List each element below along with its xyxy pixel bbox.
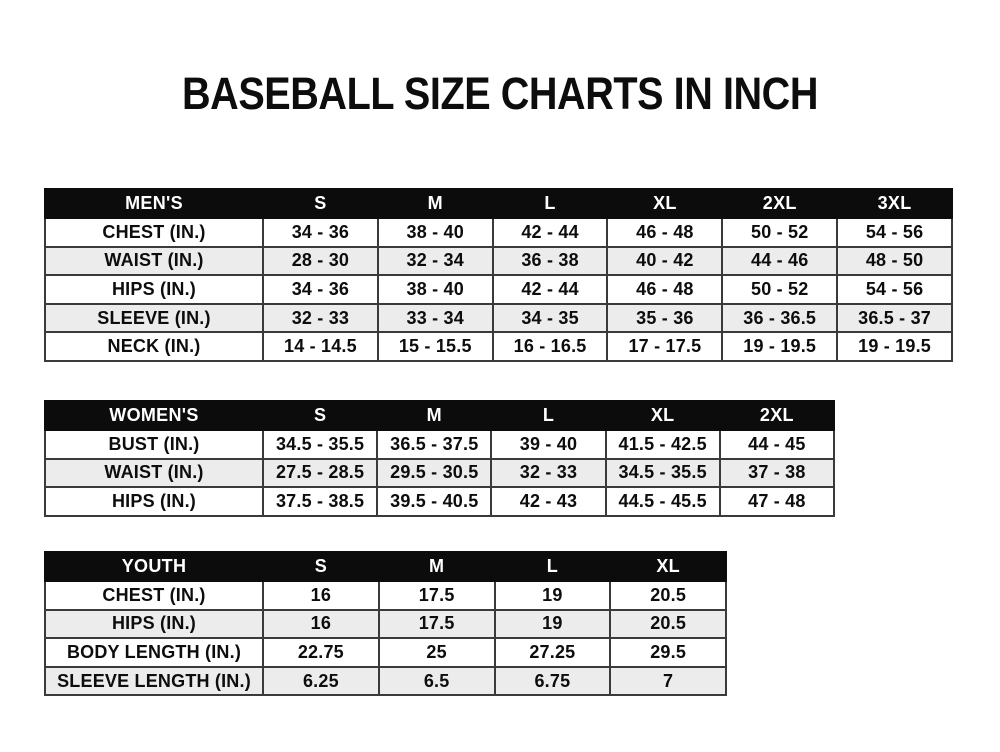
size-value-cell: 42 - 43 xyxy=(491,487,605,516)
measurement-row xyxy=(45,275,952,304)
size-value-cell: 28 - 30 xyxy=(263,247,378,276)
size-value-cell: 34.5 - 35.5 xyxy=(606,459,720,488)
measurement-row xyxy=(45,332,952,361)
size-header-cell: M xyxy=(379,552,495,581)
size-header-cell: L xyxy=(493,189,608,218)
measurement-label-cell: HIPS (IN.) xyxy=(45,275,263,304)
size-header-cell: S xyxy=(263,189,378,218)
group-header-cell: WOMEN'S xyxy=(45,401,263,430)
measurement-label-cell: CHEST (IN.) xyxy=(45,218,263,247)
size-value-cell: 44 - 45 xyxy=(720,430,834,459)
size-value-cell: 36.5 - 37.5 xyxy=(377,430,491,459)
page-title: BASEBALL SIZE CHARTS IN INCH xyxy=(182,68,818,119)
size-value-cell: 34 - 35 xyxy=(493,304,608,333)
size-value-cell: 27.25 xyxy=(495,638,611,667)
womens-size-table xyxy=(44,400,835,517)
size-value-cell: 41.5 - 42.5 xyxy=(606,430,720,459)
size-value-cell: 22.75 xyxy=(263,638,379,667)
size-header-cell: M xyxy=(378,189,493,218)
size-value-cell: 46 - 48 xyxy=(607,275,722,304)
size-value-cell: 32 - 33 xyxy=(491,459,605,488)
measurement-label-cell: SLEEVE LENGTH (IN.) xyxy=(45,667,263,696)
size-value-cell: 37.5 - 38.5 xyxy=(263,487,377,516)
size-value-cell: 36 - 36.5 xyxy=(722,304,837,333)
measurement-row xyxy=(45,247,952,276)
size-value-cell: 37 - 38 xyxy=(720,459,834,488)
size-header-cell: S xyxy=(263,401,377,430)
measurement-row xyxy=(45,304,952,333)
size-header-cell: 3XL xyxy=(837,189,952,218)
size-value-cell: 44.5 - 45.5 xyxy=(606,487,720,516)
header-row xyxy=(45,552,726,581)
measurement-label-cell: CHEST (IN.) xyxy=(45,581,263,610)
size-value-cell: 42 - 44 xyxy=(493,218,608,247)
size-value-cell: 39.5 - 40.5 xyxy=(377,487,491,516)
measurement-label-cell: HIPS (IN.) xyxy=(45,610,263,639)
size-value-cell: 33 - 34 xyxy=(378,304,493,333)
measurement-row xyxy=(45,487,834,516)
size-value-cell: 35 - 36 xyxy=(607,304,722,333)
size-value-cell: 38 - 40 xyxy=(378,218,493,247)
header-row xyxy=(45,189,952,218)
group-header-cell: YOUTH xyxy=(45,552,263,581)
size-value-cell: 25 xyxy=(379,638,495,667)
size-value-cell: 32 - 33 xyxy=(263,304,378,333)
size-header-cell: L xyxy=(491,401,605,430)
measurement-row xyxy=(45,430,834,459)
size-value-cell: 27.5 - 28.5 xyxy=(263,459,377,488)
size-header-cell: XL xyxy=(606,401,720,430)
size-header-cell: S xyxy=(263,552,379,581)
size-value-cell: 34 - 36 xyxy=(263,218,378,247)
size-value-cell: 38 - 40 xyxy=(378,275,493,304)
size-value-cell: 42 - 44 xyxy=(493,275,608,304)
size-header-cell: 2XL xyxy=(722,189,837,218)
measurement-label-cell: HIPS (IN.) xyxy=(45,487,263,516)
measurement-label-cell: SLEEVE (IN.) xyxy=(45,304,263,333)
size-value-cell: 17.5 xyxy=(379,610,495,639)
measurement-row xyxy=(45,218,952,247)
measurement-row xyxy=(45,459,834,488)
size-header-cell: 2XL xyxy=(720,401,834,430)
measurement-row xyxy=(45,638,726,667)
size-value-cell: 6.25 xyxy=(263,667,379,696)
size-value-cell: 20.5 xyxy=(610,610,726,639)
measurement-label-cell: BODY LENGTH (IN.) xyxy=(45,638,263,667)
size-value-cell: 19 xyxy=(495,610,611,639)
youth-size-table xyxy=(44,551,727,696)
measurement-row xyxy=(45,667,726,696)
size-value-cell: 34 - 36 xyxy=(263,275,378,304)
size-header-cell: M xyxy=(377,401,491,430)
size-value-cell: 32 - 34 xyxy=(378,247,493,276)
size-value-cell: 17.5 xyxy=(379,581,495,610)
size-value-cell: 50 - 52 xyxy=(722,218,837,247)
header-row xyxy=(45,401,834,430)
size-value-cell: 36.5 - 37 xyxy=(837,304,952,333)
size-value-cell: 19 xyxy=(495,581,611,610)
measurement-label-cell: WAIST (IN.) xyxy=(45,247,263,276)
size-value-cell: 29.5 - 30.5 xyxy=(377,459,491,488)
size-value-cell: 29.5 xyxy=(610,638,726,667)
size-value-cell: 19 - 19.5 xyxy=(722,332,837,361)
measurement-label-cell: BUST (IN.) xyxy=(45,430,263,459)
measurement-label-cell: NECK (IN.) xyxy=(45,332,263,361)
size-header-cell: XL xyxy=(607,189,722,218)
mens-size-table xyxy=(44,188,953,362)
size-value-cell: 50 - 52 xyxy=(722,275,837,304)
size-value-cell: 16 xyxy=(263,581,379,610)
size-value-cell: 48 - 50 xyxy=(837,247,952,276)
measurement-label-cell: WAIST (IN.) xyxy=(45,459,263,488)
size-value-cell: 47 - 48 xyxy=(720,487,834,516)
size-value-cell: 54 - 56 xyxy=(837,218,952,247)
size-value-cell: 6.75 xyxy=(495,667,611,696)
size-value-cell: 44 - 46 xyxy=(722,247,837,276)
size-value-cell: 17 - 17.5 xyxy=(607,332,722,361)
size-value-cell: 39 - 40 xyxy=(491,430,605,459)
size-header-cell: L xyxy=(495,552,611,581)
size-value-cell: 36 - 38 xyxy=(493,247,608,276)
size-value-cell: 19 - 19.5 xyxy=(837,332,952,361)
size-header-cell: XL xyxy=(610,552,726,581)
size-value-cell: 15 - 15.5 xyxy=(378,332,493,361)
size-value-cell: 14 - 14.5 xyxy=(263,332,378,361)
size-value-cell: 16 - 16.5 xyxy=(493,332,608,361)
measurement-row xyxy=(45,610,726,639)
measurement-row xyxy=(45,581,726,610)
size-value-cell: 20.5 xyxy=(610,581,726,610)
size-value-cell: 6.5 xyxy=(379,667,495,696)
size-value-cell: 7 xyxy=(610,667,726,696)
size-value-cell: 34.5 - 35.5 xyxy=(263,430,377,459)
size-value-cell: 46 - 48 xyxy=(607,218,722,247)
size-value-cell: 40 - 42 xyxy=(607,247,722,276)
group-header-cell: MEN'S xyxy=(45,189,263,218)
size-value-cell: 16 xyxy=(263,610,379,639)
size-value-cell: 54 - 56 xyxy=(837,275,952,304)
